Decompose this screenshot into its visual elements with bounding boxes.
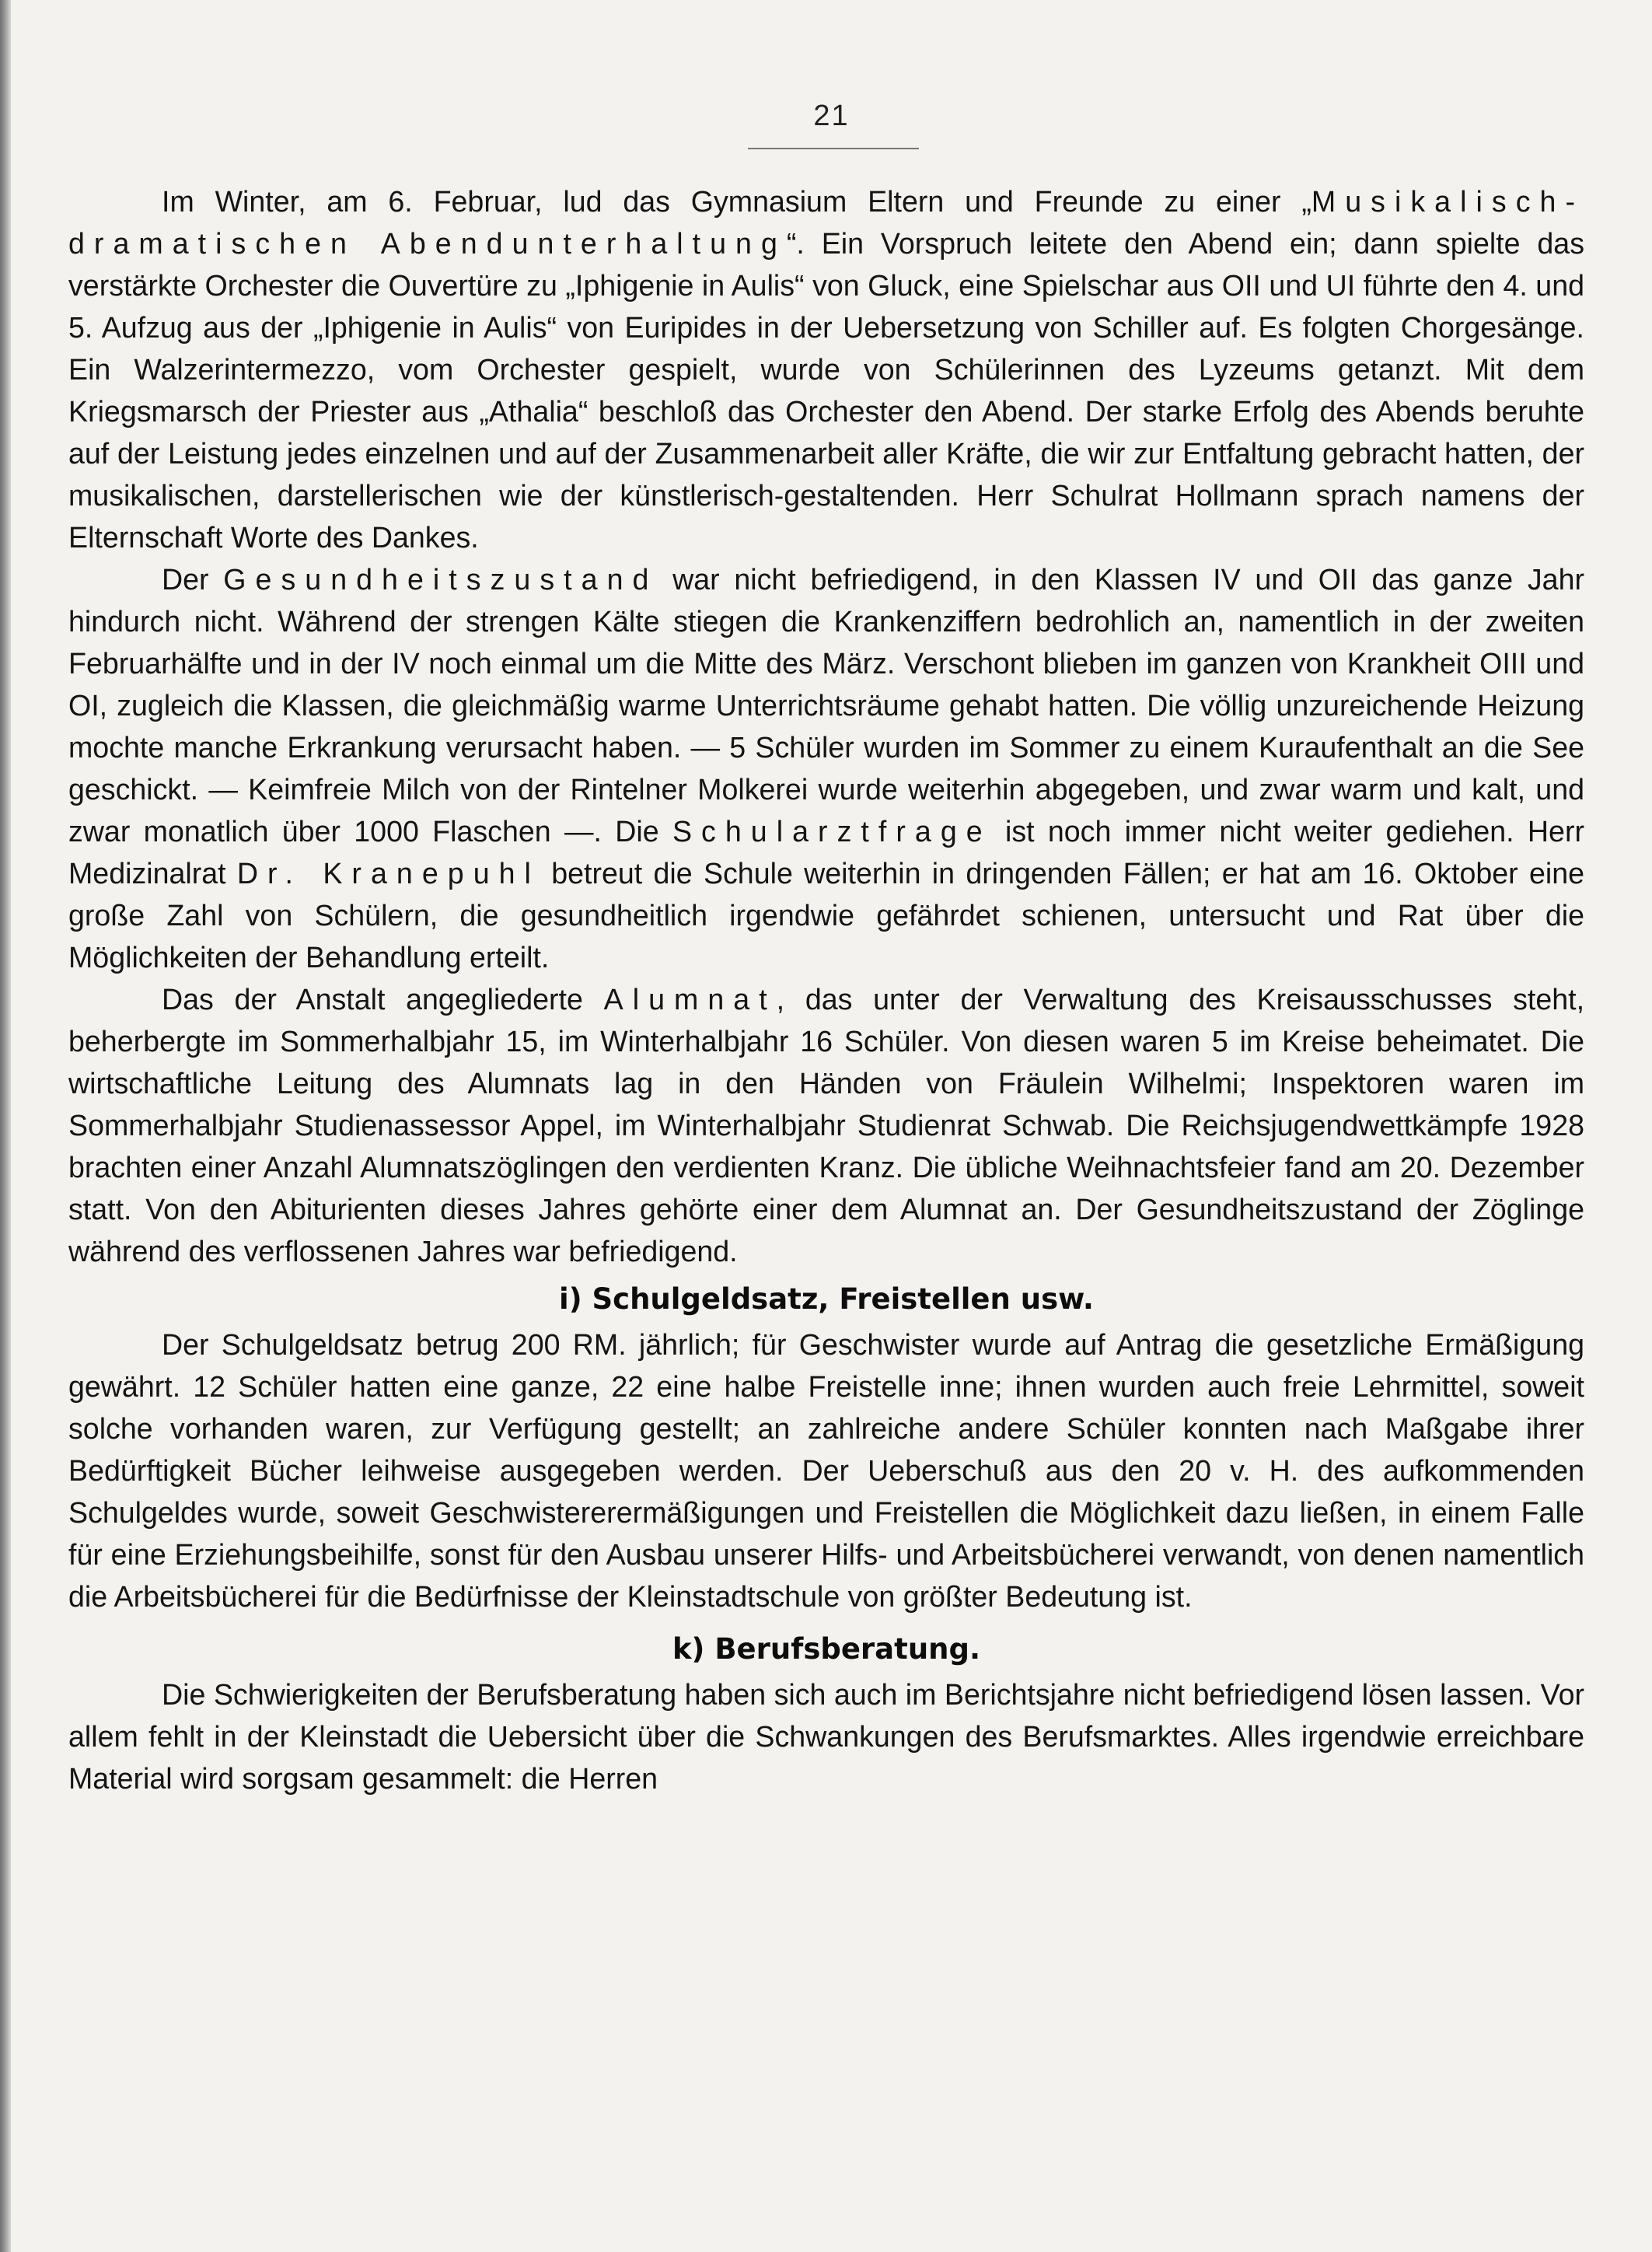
paragraph-segment: betreut die Schule weiterhin in dringenden Fällen; er hat am 16. Oktober eine große Zahl von Schülern, die gesundheitlich irgendwie gefährdet schienen, untersucht und Rat über die Möglichkeiten der Behandlung erteilt. (68, 857, 1584, 974)
spaced-emphasis: Musikalisch-dramatischen Abendunterhaltung (68, 185, 1584, 260)
spaced-emphasis: Dr. Kranepuhl (236, 857, 540, 890)
paragraph-segment: , das unter der Verwaltung des Kreisausschusses steht, beherbergte im Sommerhalbjahr 15, im Winterhalbjahr 16 Schüler. Von diesen waren 5 im Kreise beheimatet. Die wirtschaftliche Leitung des Alumnats lag in den Händen von Fräulein Wilhelmi; Inspektoren waren im Sommerhalbjahr Studienassessor Appel, im Winterhalbjahr Studienrat Schwab. Die Reichsjugendwettkämpfe 1928 brachten einer Anzahl Alumnatszöglingen den verdienten Kranz. Die übliche Weihnachtsfeier fand am 20. Dezember statt. Von den Abiturienten dieses Jahres gehörte einer dem Alumnat an. Der Gesundheitszustand der Zöglinge während des verflossenen Jahres war befriedigend. (68, 983, 1585, 1268)
page-edge-shadow (0, 0, 11, 2252)
paragraph-segment: Das der Anstalt angegliederte (162, 983, 604, 1016)
paragraph-health (68, 558, 1584, 978)
paragraph-segment: Im Winter, am 6. Februar, lud das Gymnasium Eltern und Freunde zu einer „ (162, 185, 1311, 218)
paragraph-segment: Der (162, 563, 224, 596)
section-heading-schulgeld: i) Schulgeldsatz, Freistellen usw. (559, 1282, 1094, 1316)
paragraph-segment: war nicht befriedigend, in den Klassen IV und OII das ganze Jahr hindurch nicht. Während der strengen Kälte stiegen die Krankenziffern bedrohlich an, namentlich in der zweiten Februarhälfte und in der IV noch einmal um die Mitte des März. Verschont blieben im ganzen von Krankheit OIII und OI, zugleich die Klassen, die gleichmäßig warme Unterrichtsräume gehabt hatten. Die völlig unzureichende Heizung mochte manche Erkrankung verursacht haben. — 5 Schüler wurden im Sommer zu einem Kuraufenthalt an die See geschickt. — Keimfreie Milch von der Rintelner Molkerei wurde weiterhin abgegeben, und zwar warm und kalt, und zwar monatlich über 1000 Flaschen —. Die (68, 563, 1584, 848)
spaced-emphasis: Gesundheitszustand (223, 563, 658, 596)
paragraph-winter-event (68, 180, 1584, 558)
paragraph-schulgeld: Der Schulgeldsatz betrug 200 RM. jährlich; für Geschwister wurde auf Antrag die gesetzliche Ermäßigung gewährt. 12 Schüler hatten eine ganze, 22 eine halbe Freistelle inne; ihnen wurden auch freie Lehrmittel, soweit solche vorhanden waren, zur Verfügung gestellt; an zahlreiche andere Schüler konnten nach Maßgabe ihrer Bedürftigkeit Bücher leihweise ausgegeben werden. Der Ueberschuß aus den 20 v. H. des aufkommenden Schulgeldes wurde, soweit Geschwistererermäßigungen und Freistellen die Möglichkeit dazu ließen, in einem Falle für eine Erziehungsbeihilfe, sonst für den Ausbau unserer Hilfs- und Arbeitsbücherei verwandt, von denen namentlich die Arbeitsbücherei für die Bedürfnisse der Kleinstadtschule von größter Bedeutung ist. (68, 1328, 1584, 1613)
page-number: 21 (813, 100, 850, 132)
body-text (68, 180, 1584, 1799)
paragraph-segment: “. Ein Vorspruch leitete den Abend ein; dann spielte das verstärkte Orchester die Ouvertüre zu „Iphigenie in Aulis“ von Gluck, eine Spielschar aus OII und UI führte den 4. und 5. Aufzug aus der „Iphigenie in Aulis“ von Euripides in der Uebersetzung von Schiller auf. Es folgten Chorgesänge. Ein Walzerintermezzo, vom Orchester gespielt, wurde von Schülerinnen des Lyzeums getanzt. Mit dem Kriegsmarsch der Priester aus „Athalia“ beschloß das Orchester den Abend. Der starke Erfolg des Abends beruhte auf der Leistung jedes einzelnen und auf der Zusammenarbeit aller Kräfte, die wir zur Entfaltung gebracht hatten, der musikalischen, darstellerischen wie der künstlerisch-gestaltenden. Herr Schulrat Hollmann sprach namens der Elternschaft Worte des Dankes. (68, 227, 1584, 554)
paragraph-segment: ist noch immer nicht weiter gediehen. Herr Medizinalrat (68, 815, 1584, 890)
header-rule (748, 148, 919, 149)
document-page (11, 0, 1652, 2252)
paragraph-alumnat (68, 978, 1584, 1272)
spaced-emphasis: Alumnat (603, 983, 777, 1016)
spaced-emphasis: Schularztfrage (672, 815, 992, 848)
section-heading-berufsberatung: k) Berufsberatung. (672, 1632, 981, 1666)
paragraph-berufsberatung: Die Schwierigkeiten der Berufsberatung haben sich auch im Berichtsjahre nicht befriedigend lösen lassen. Vor allem fehlt in der Kleinstadt die Uebersicht über die Schwankungen des Berufsmarktes. Alles irgendwie erreichbare Material wird sorgsam gesammelt: die Herren (68, 1678, 1584, 1795)
